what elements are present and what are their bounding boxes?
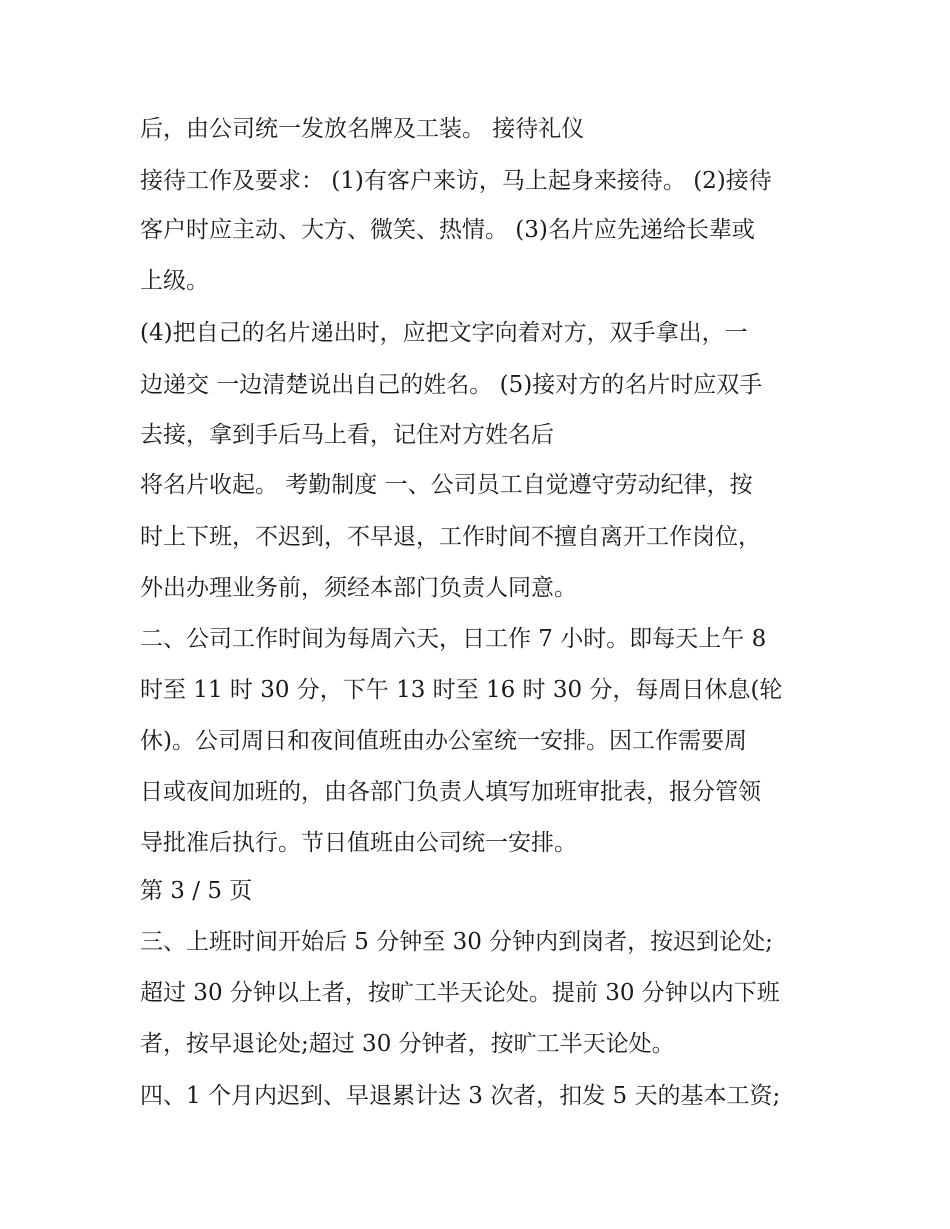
text-line: 二、公司工作时间为每周六天，日工作 7 小时。即每天上午 8 (140, 626, 767, 652)
text-line: 边递交 一边清楚说出自己的姓名。 (5)接对方的名片时应双手 (140, 372, 763, 398)
text-line: 超过 30 分钟以上者，按旷工半天论处。提前 30 分钟以内下班 (140, 980, 780, 1006)
text-line: 将名片收起。 考勤制度 一、公司员工自觉遵守劳动纪律，按 (140, 472, 753, 498)
page-indicator: 第 3 / 5 页 (140, 878, 253, 904)
text-line: 日或夜间加班的，由各部门负责人填写加班审批表，报分管领 (140, 779, 761, 805)
text-line: 客户时应主动、大方、微笑、热情。 (3)名片应先递给长辈或 (140, 217, 755, 243)
text-line: 三、上班时间开始后 5 分钟至 30 分钟内到岗者，按迟到论处; (140, 929, 773, 955)
text-line: 时上下班，不迟到，不早退，工作时间不擅自离开工作岗位， (140, 524, 761, 550)
text-line: 休)。公司周日和夜间值班由办公室统一安排。因工作需要周 (140, 728, 747, 754)
text-line: (4)把自己的名片递出时，应把文字向着对方，双手拿出，一 (140, 320, 748, 346)
text-line: 时至 11 时 30 分，下午 13 时至 16 时 30 分，每周日休息(轮 (140, 677, 783, 703)
text-line: 四、1 个月内迟到、早退累计达 3 次者，扣发 5 天的基本工资; (140, 1083, 781, 1109)
text-line: 导批准后执行。节日值班由公司统一安排。 (140, 830, 577, 856)
text-line: 去接，拿到手后马上看，记住对方姓名后 (140, 422, 554, 448)
text-line: 外出办理业务前，须经本部门负责人同意。 (140, 575, 577, 601)
text-line: 者，按早退论处;超过 30 分钟者，按旷工半天论处。 (140, 1031, 675, 1057)
text-line: 上级。 (140, 268, 209, 294)
text-line: 接待工作及要求： (1)有客户来访，马上起身来接待。 (2)接待 (140, 168, 772, 194)
text-line: 后，由公司统一发放名牌及工装。 接待礼仪 (140, 116, 585, 142)
